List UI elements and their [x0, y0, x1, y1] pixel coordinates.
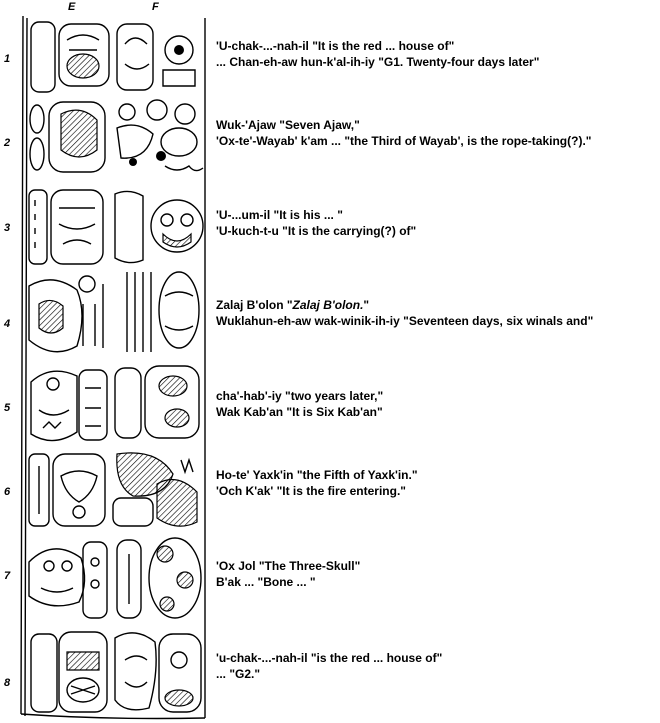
- transcription-line: ... Chan-eh-aw hun-k'al-ih-iy "G1. Twenty-four days later": [216, 55, 540, 69]
- transcription-text: Zalaj B'olon ": [216, 298, 293, 312]
- transcription-row-4: [216, 297, 593, 329]
- row-number-6: 6: [4, 486, 11, 498]
- glyph-block-f5: [115, 366, 199, 438]
- glyph-block-f4: [127, 272, 199, 352]
- transcription-row-2: [216, 117, 591, 149]
- transcription-line: ... "G2.": [216, 667, 261, 681]
- glyph-block-f2: [117, 100, 203, 171]
- transcription-row-1: [216, 38, 539, 70]
- glyph-column-drawing: [17, 14, 207, 721]
- glyph-block-e8: [31, 632, 107, 712]
- transcription-line: Wuklahun-eh-aw wak-winik-ih-iy "Seventeen days, six winals and": [216, 314, 594, 328]
- transcription-line: 'Ox-te'-Wayab' k'am ... "the Third of Wayab', is the rope-taking(?).": [216, 134, 592, 148]
- transcription-italic-text: Zalaj B'olon.: [292, 298, 364, 312]
- transcription-row-5: [216, 388, 383, 420]
- transcription-row-7: [216, 558, 360, 590]
- glyph-block-f7: [117, 538, 201, 618]
- glyph-block-e5: [31, 370, 107, 441]
- transcription-line: Ho-te' Yaxk'in "the Fifth of Yaxk'in.": [216, 468, 418, 482]
- transcription-row-6: [216, 467, 418, 499]
- transcription-line: B'ak ... "Bone ... ": [216, 575, 316, 589]
- row-number-2: 2: [4, 137, 11, 149]
- row-number-5: 5: [4, 402, 11, 414]
- transcription-line: cha'-hab'-iy "two years later,": [216, 389, 384, 403]
- glyph-block-f6: [113, 453, 197, 526]
- transcription-line: 'Och K'ak' "It is the fire entering.": [216, 484, 406, 498]
- row-number-4: 4: [4, 318, 11, 330]
- glyph-block-f1: [117, 24, 195, 90]
- column-letter-f: F: [152, 1, 159, 13]
- column-letter-e: E: [68, 1, 76, 13]
- transcription-line: 'U-kuch-t-u "It is the carrying(?) of": [216, 224, 417, 238]
- transcription-line: 'u-chak-...-nah-il "is the red ... house of": [216, 651, 443, 665]
- transcription-row-3: [216, 207, 416, 239]
- transcription-line: [216, 297, 593, 313]
- transcription-row-8: [216, 650, 442, 682]
- glyph-block-e7: [29, 542, 107, 618]
- transcription-line: Wuk-'Ajaw "Seven Ajaw,": [216, 118, 360, 132]
- transcription-line: 'U-...um-il "It is his ... ": [216, 208, 343, 222]
- transcription-line: 'Ox Jol "The Three-Skull": [216, 559, 361, 573]
- row-number-8: 8: [4, 677, 11, 689]
- transcription-line: 'U-chak-...-nah-il "It is the red ... house of": [216, 39, 455, 53]
- row-number-7: 7: [4, 570, 11, 582]
- glyph-block-f3: [115, 191, 203, 262]
- glyph-block-e1: [31, 22, 109, 92]
- glyph-block-e6: [29, 454, 105, 526]
- glyph-block-e3: [29, 190, 103, 264]
- row-number-3: 3: [4, 222, 11, 234]
- transcription-text: ": [363, 298, 370, 312]
- row-number-1: 1: [4, 53, 11, 65]
- transcription-line: Wak Kab'an "It is Six Kab'an": [216, 405, 383, 419]
- glyph-block-e2: [30, 102, 105, 172]
- glyph-block-e4: [29, 276, 103, 352]
- glyph-block-f8: [115, 633, 201, 712]
